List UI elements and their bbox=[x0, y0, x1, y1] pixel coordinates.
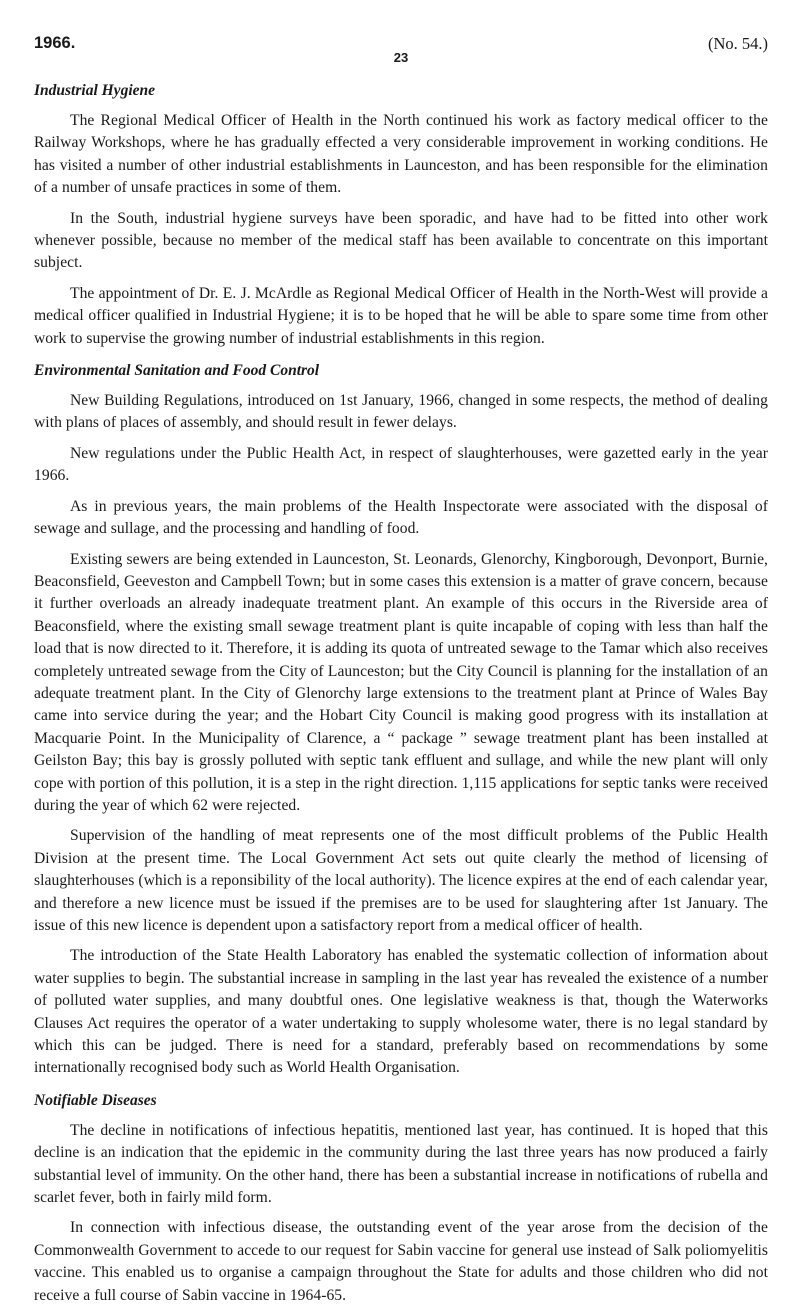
paragraph: As in previous years, the main problems of the Health Inspectorate were associated with the disposal of sewage and sullage, and the processing and handling of food. bbox=[34, 497, 768, 538]
paragraph: Supervision of the handling of meat represents one of the most difficult problems of the Public Health Division at the present time. The Local Government Act sets out quite clearly the method of licensing of slaughterhouses (which is a reponsibility of the local authority). The licence expires at the end of each calendar year, and therefore a new licence must be issued if the premises are to be used for slaughtering after 1st January. The issue of this new licence is dependent upon a satisfactory report from a medical officer of health. bbox=[34, 827, 768, 934]
paragraph: The decline in notifications of infectious hepatitis, mentioned last year, has continued. It is hoped that this decline is an indication that the epidemic in the community during the last three years has now produced a fairly substantial level of immunity. On the other hand, there has been a substantial increase in notifications of rubella and scarlet fever, both in fairly mild form. bbox=[34, 1121, 768, 1207]
header-year: 1966. bbox=[34, 34, 76, 52]
section-environmental-sanitation bbox=[34, 360, 768, 1080]
paragraph: The introduction of the State Health Laboratory has enabled the systematic collection of information about water supplies to begin. The substantial increase in sampling in the last year has revealed the existence of a number of polluted water supplies, and many doubtful ones. One legislative weakness is that, though the Waterworks Clauses Act requires the operator of a water undertaking to supply wholesome water, there is no legal standard by which this can be judged. There is need for a standard, preferably based on recommendations by some internationally recognised body such as World Health Organisation. bbox=[34, 947, 768, 1077]
paragraph: Existing sewers are being extended in Launceston, St. Leonards, Glenorchy, Kingborough, Devonport, Burnie, Beaconsfield, Geeveston and Campbell Town; but in some cases this extension is a matter of grave concern, because it further overloads an already inadequate treatment plant. An example of this occurs in the Riverside area of Beaconsfield, where the existing small sewage treatment plant is quite incapable of coping with less than half the load that is now directed to it. Therefore, it is adding its quota of untreated sewage to the Tamar which also receives completely untreated sewage from the City of Launceston; but the City Council is planning for the installation of an adequate treatment plant. In the City of Glenorchy large extensions to the treatment plant at Prince of Wales Bay came into service during the year; and the Hobart City Council is making good progress with its installation at Macquarie Point. In the Municipality of Clarence, a “ package ” sewage treatment plant has been installed at Geilston Bay; this bay is grossly polluted with septic tank effluent and sullage, and while the new plant will only cope with portion of this pollution, it is a step in the right direction. 1,115 applications for septic tanks were received during the year of which 62 were rejected. bbox=[34, 550, 768, 814]
paragraph: New regulations under the Public Health Act, in respect of slaughterhouses, were gazetted early in the year 1966. bbox=[34, 444, 768, 485]
section-notifiable-diseases bbox=[34, 1090, 768, 1307]
paragraph: The appointment of Dr. E. J. McArdle as Regional Medical Officer of Health in the North-West will provide a medical officer qualified in Industrial Hygiene; it is to be hoped that he will be able to spare some time from other work to supervise the growing number of industrial establishments in this region. bbox=[34, 284, 768, 347]
document-page bbox=[34, 34, 768, 1307]
paragraph: The Regional Medical Officer of Health in the North continued his work as factory medical officer to the Railway Workshops, where he has gradually effected a very considerable improvement in working conditions. He has visited a number of other industrial establishments in Launceston, and has been responsible for the elimination of a number of unsafe practices in some of them. bbox=[34, 112, 768, 197]
paragraph: In the South, industrial hygiene surveys have been sporadic, and have had to be fitted into other work whenever possible, because no member of the medical staff has been available to concentrate on this important subject. bbox=[34, 209, 768, 272]
page-number: 23 bbox=[393, 50, 409, 65]
paragraph: New Building Regulations, introduced on 1st January, 1966, changed in some respects, the method of dealing with plans of places of assembly, and should result in fewer delays. bbox=[34, 392, 768, 432]
section-heading: Industrial Hygiene bbox=[34, 82, 156, 99]
section-heading: Environmental Sanitation and Food Control bbox=[34, 362, 320, 380]
section-heading: Notifiable Diseases bbox=[34, 1091, 157, 1109]
section-industrial-hygiene bbox=[34, 80, 768, 350]
header-issue-number: (No. 54.) bbox=[707, 34, 768, 53]
page-header bbox=[34, 34, 768, 65]
paragraph: In connection with infectious disease, the outstanding event of the year arose from the decision of the Commonwealth Government to accede to our request for Sabin vaccine for general use instead of Salk poliomyelitis vaccine. This enabled us to organise a campaign throughout the State for adults and those children who did not receive a full course of Sabin vaccine in 1964-65. bbox=[34, 1219, 768, 1304]
